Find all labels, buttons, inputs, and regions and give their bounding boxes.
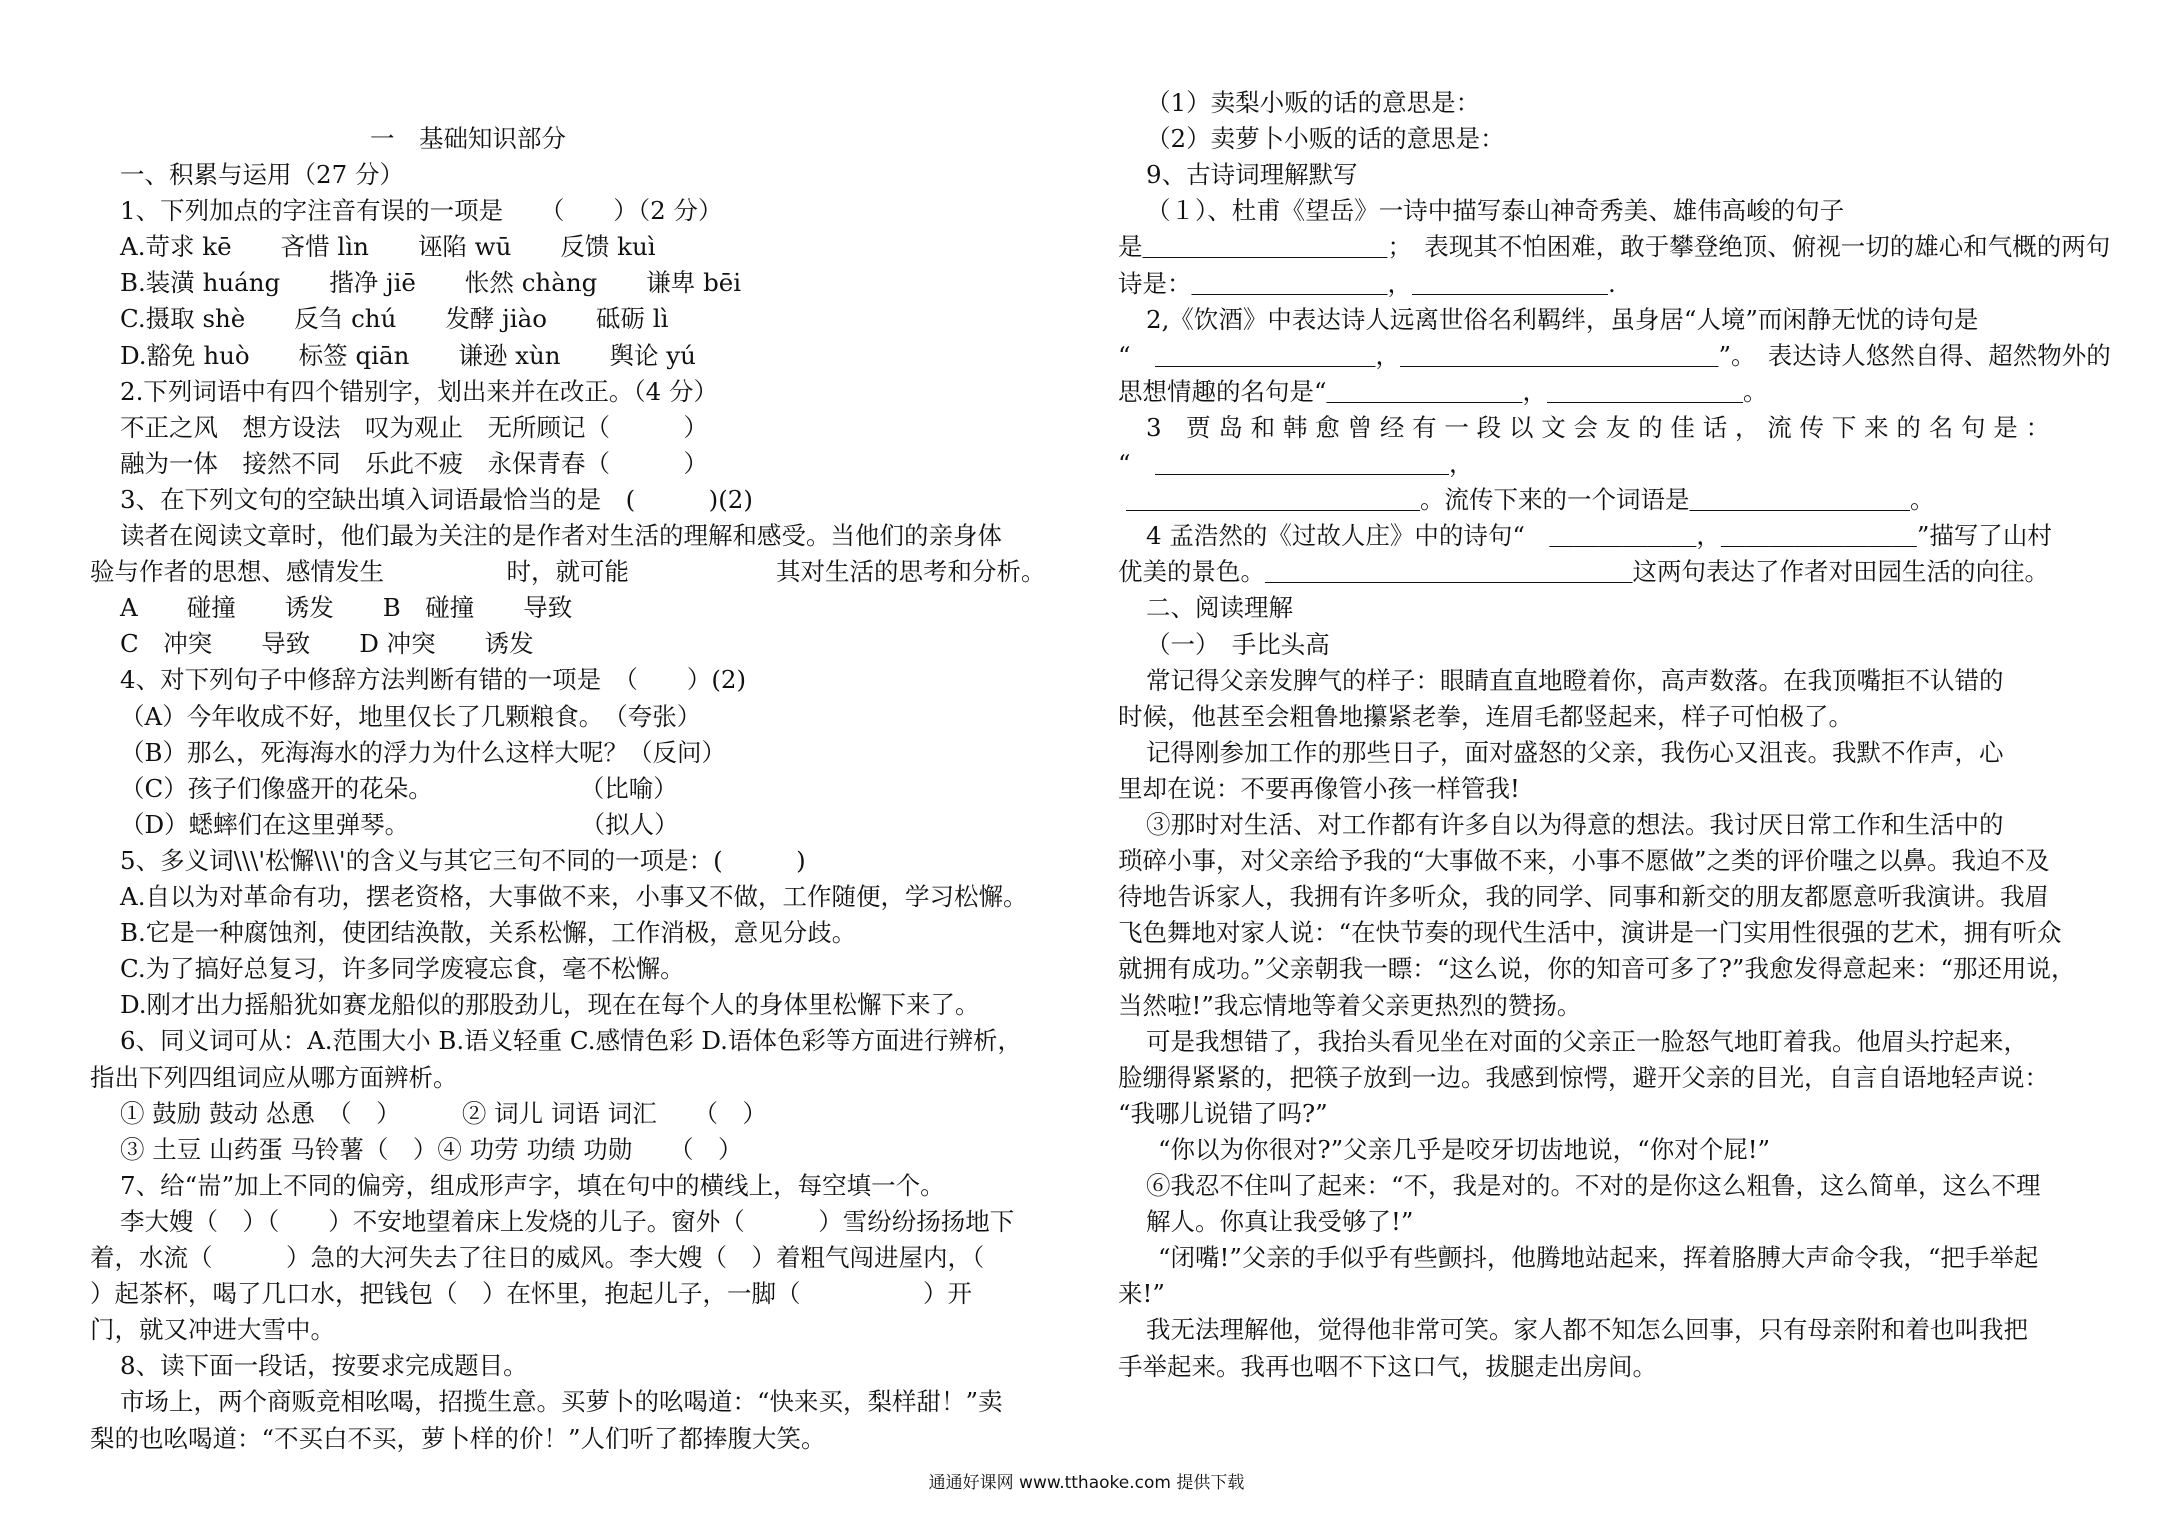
right-line: 手举起来。我再也咽不下这口气，拔腿走出房间。 [1118,1351,1657,1381]
right-line: 4 孟浩然的《过故人庄》中的诗句“ ＿＿＿＿＿＿，＿＿＿＿＿＿＿＿”描写了山村 [1146,521,2052,551]
left-line: 7、给“耑”加上不同的偏旁，组成形声字，填在句中的横线上，每空填一个。 [120,1170,945,1200]
left-line: B.它是一种腐蚀剂，使团结涣散，关系松懈，工作消极，意见分歧。 [120,918,857,948]
left-line: 不正之风 想方设法 叹为观止 无所顾记（ ） [120,412,708,442]
right-line: 可是我想错了，我抬头看见坐在对面的父亲正一脸怒气地盯着我。他眉头拧起来， [1146,1026,2028,1056]
left-line: 8、读下面一段话，按要求完成题目。 [120,1351,528,1381]
left-line: 指出下列四组词应从哪方面辨析。 [90,1062,458,1092]
left-line: A 碰撞 诱发 B 碰撞 导致 [120,593,573,623]
right-line: “ ＿＿＿＿＿＿＿＿＿＿＿＿， [1118,449,1474,478]
left-line: 一、积累与运用（27 分） [120,160,404,190]
left-line: 2.下列词语中有四个错别字，划出来并在改正。（4 分） [120,376,718,406]
right-line: 二、阅读理解 [1146,593,1293,623]
left-line: A.自以为对革命有功，摆老资格，大事做不来，小事又不做，工作随便，学习松懈。 [120,882,1028,912]
right-line: 飞色舞地对家人说：“在快节奏的现代生活中，演讲是一门实用性很强的艺术，拥有听众 [1118,918,2062,948]
left-line: 梨的也吆喝道：“不买白不买，萝卜样的价！”人们听了都捧腹大笑。 [90,1423,826,1453]
left-line: （D）蟋蟀们在这里弹琴。 （拟人） [120,809,679,839]
left-line: 读者在阅读文章时，他们最为关注的是作者对生活的理解和感受。当他们的亲身体 [120,521,1002,551]
right-line: 是＿＿＿＿＿＿＿＿＿＿； 表现其不怕困难，敢于攀登绝顶、俯视一切的雄心和气概的两句 [1118,232,2111,262]
right-line: 9、古诗词理解默写 [1146,160,1358,190]
right-line: 脸绷得紧紧的，把筷子放到一边。我感到惊愕，避开父亲的目光，自言自语地轻声说： [1118,1062,2049,1092]
left-line: C.摄取 shè 反刍 chú 发酵 jiào 砥砺 lì [120,304,669,334]
left-line: D.豁免 huò 标签 qiān 谦逊 xùn 舆论 yú [120,340,696,370]
right-line: ⑥我忍不住叫了起来：“不，我是对的。不对的是你这么粗鲁，这么简单，这么不理 [1146,1171,2041,1200]
right-line: “闭嘴!”父亲的手似乎有些颤抖，他腾地站起来，挥着胳膊大声命令我，“把手举起 [1158,1243,2039,1273]
footer-credit: 通通好课网 www.tthaoke.com 提供下载 [928,1473,1245,1493]
right-line: （2）卖萝卜小贩的话的意思是： [1146,124,1505,154]
left-line: 4、对下列句子中修辞方法判断有错的一项是 （ ）(2) [120,665,747,695]
right-line: “你以为你很对?”父亲几乎是咬牙切齿地说，“你对个屁!” [1158,1134,1771,1164]
right-line: （1）卖梨小贩的话的意思是： [1146,88,1481,117]
right-line: “我哪儿说错了吗?” [1118,1098,1328,1128]
left-line: 市场上，两个商贩竞相吆喝，招揽生意。买萝卜的吆喝道：“快来买，梨样甜！”卖 [120,1387,1003,1417]
left-line: ① 鼓励 鼓动 怂恿 （ ） ② 词儿 词语 词汇 （ ） [120,1098,767,1128]
left-line: 1、下列加点的字注音有误的一项是 （ ）（2 分） [120,196,723,226]
left-line: B.装潢 huáng 揩净 jiē 怅然 chàng 谦卑 bēi [120,268,742,298]
right-line: 3 贾 岛 和 韩 愈 曾 经 有 一 段 以 文 会 友 的 佳 话 ， 流 传 下 来 的 名 句 是 ： [1146,412,2051,442]
right-line: 记得刚参加工作的那些日子，面对盛怒的父亲，我伤心又沮丧。我默不作声，心 [1146,737,2004,767]
left-line: 3、在下列文句的空缺出填入词语最恰当的是 ( )(2) [120,484,753,514]
right-line: 常记得父亲发脾气的样子：眼睛直直地瞪着你，高声数落。在我顶嘴拒不认错的 [1146,665,2004,695]
left-line: C.为了搞好总复习，许多同学废寝忘食，毫不松懈。 [120,954,685,984]
left-line: （A）今年收成不好，地里仅长了几颗粮食。 （夸张） [120,701,702,731]
right-line: 里却在说：不要再像管小孩一样管我! [1118,773,1520,803]
right-line: 解人。你真让我受够了!” [1146,1207,1414,1237]
left-line: 融为一体 接然不同 乐此不疲 永保青春（ ） [120,448,708,478]
section-title: 一 基础知识部分 [370,124,566,153]
right-line: （１）、杜甫《望岳》一诗中描写泰山神奇秀美、雄伟高峻的句子 [1146,196,1845,226]
left-line: C 冲突 导致 D 冲突 诱发 [120,629,534,659]
left-line: 门，就又冲进大雪中。 [90,1315,335,1345]
right-line: ③那时对生活、对工作都有许多自以为得意的想法。我讨厌日常工作和生活中的 [1146,810,2004,839]
left-line: ）起茶杯，喝了几口水，把钱包（ ）在怀里，抱起儿子，一脚（ ）开 [90,1279,972,1309]
left-line: 验与作者的思想、感情发生 时，就可能 其对生活的思考和分析。 [90,557,1046,587]
right-line: 2,《饮酒》中表达诗人远离世俗名利羁绊，虽身居“人境”而闲静无忧的诗句是 [1146,304,1979,334]
right-line: 时候，他甚至会粗鲁地攥紧老拳，连眉毛都竖起来，样子可怕极了。 [1118,701,1853,731]
left-line: （B）那么，死海海水的浮力为什么这样大呢？（反问） [120,737,727,767]
left-line: 着，水流（ ）急的大河失去了往日的威风。李大嫂（ ）着粗气闯进屋内，（ [90,1243,985,1273]
right-line: 来!” [1118,1279,1165,1309]
right-line: 当然啦!”我忘情地等着父亲更热烈的赞扬。 [1118,990,1582,1020]
right-line: 琐碎小事，对父亲给予我的“大事做不来，小事不愿做”之类的评价嗤之以鼻。我迫不及 [1118,846,2050,876]
right-line: 优美的景色。＿＿＿＿＿＿＿＿＿＿＿＿＿＿＿这两句表达了作者对田园生活的向往。 [1118,557,2049,587]
left-line: 6、同义词可从：A.范围大小 B.语义轻重 C.感情色彩 D.语体色彩等方面进行辨析， [120,1026,1022,1056]
right-line: 思想情趣的名句是“＿＿＿＿＿＿＿＿，＿＿＿＿＿＿＿＿。 [1118,376,1768,406]
left-line: （C）孩子们像盛开的花朵。 （比喻） [120,773,678,803]
left-line: ③ 土豆 山药蛋 马铃薯（ ）④ 功劳 功绩 功勋 （ ） [120,1134,743,1164]
left-line: 5、多义词\\\'松懈\\\'的含义与其它三句不同的一项是：( ) [120,845,806,875]
right-line: 待地告诉家人，我拥有许多听众，我的同学、同事和新交的朋友都愿意听我演讲。我眉 [1118,882,2049,912]
left-line: 李大嫂（ ）（ ）不安地望着床上发烧的儿子。窗外（ ）雪纷纷扬扬地下 [120,1206,1015,1236]
left-line: D.刚才出力摇船犹如赛龙船似的那股劲儿，现在在每个人的身体里松懈下来了。 [120,990,980,1020]
right-line: ＿＿＿＿＿＿＿＿＿＿＿＿。流传下来的一个词语是＿＿＿＿＿＿＿＿＿。 [1126,485,1935,515]
left-line: A.苛求 kē 吝惜 lìn 诬陷 wū 反馈 kuì [120,232,656,262]
right-line: 就拥有成功。”父亲朝我一瞟：“这么说，你的知音可多了?”我愈发得意起来：“那还用说， [1118,954,2076,984]
right-line: 我无法理解他，觉得他非常可笑。家人都不知怎么回事，只有母亲附和着也叫我把 [1146,1315,2028,1345]
right-line: （一） 手比头高 [1146,629,1330,659]
right-line: “ ＿＿＿＿＿＿＿＿＿，＿＿＿＿＿＿＿＿＿＿＿＿＿”。 表达诗人悠然自得、超然物外的 [1118,340,2111,370]
right-line: 诗是：＿＿＿＿＿＿＿＿，＿＿＿＿＿＿＿＿. [1118,268,1616,298]
